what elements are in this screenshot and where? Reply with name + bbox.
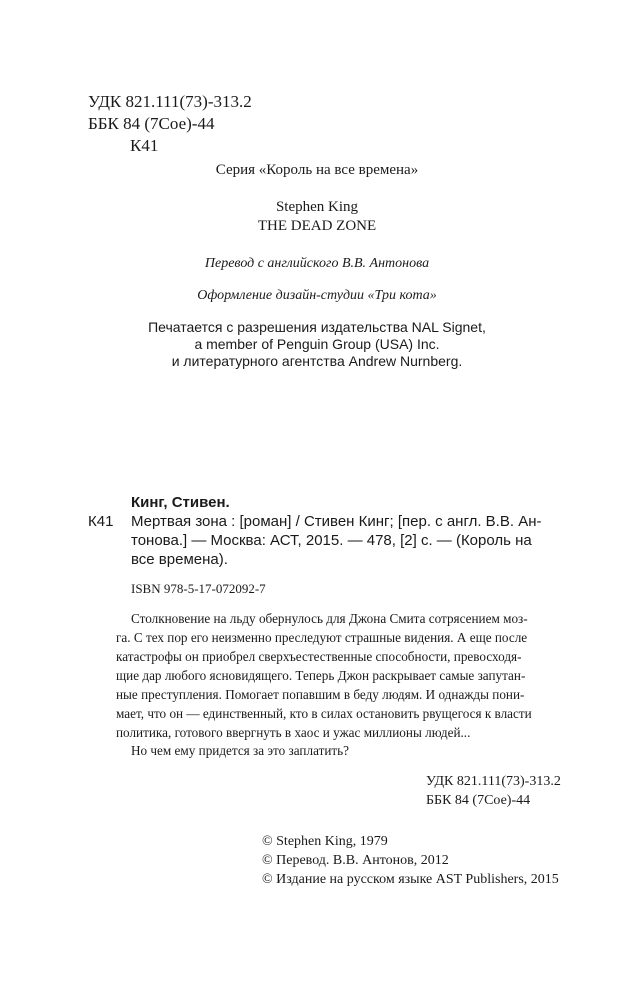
permission-line: Печатается с разрешения издательства NAL Signet, xyxy=(148,319,486,335)
bib-line: все времена). xyxy=(131,551,228,568)
copyright-line: © Stephen King, 1979 xyxy=(262,834,388,849)
udk-code-top: УДК 821.111(73)-313.2 xyxy=(88,92,252,111)
original-author: Stephen King xyxy=(275,199,359,215)
series-title: Серия «Король на все времена» xyxy=(215,162,419,178)
annotation-line: Но чем ему придется за это заплатить? xyxy=(131,743,350,758)
annotation-line: Столкновение на льду обернулось для Джона Смита сотрясением моз- xyxy=(131,611,528,626)
udk-code-bottom: УДК 821.111(73)-313.2 xyxy=(426,774,561,789)
annotation-line: катастрофы он приобрел сверхъестественные способности, превосходя- xyxy=(116,649,522,664)
bib-author-mark: К41 xyxy=(88,513,114,530)
permission-line: a member of Penguin Group (USA) Inc. xyxy=(194,336,440,352)
annotation-line: га. С тех пор его неизменно преследуют страшные видения. А еще после xyxy=(116,630,528,645)
design-credit: Оформление дизайн-студии «Три кота» xyxy=(197,288,437,303)
annotation-line: мает, что он — единственный, кто в силах остановить рвущегося к власти xyxy=(116,706,532,721)
author-mark-top: К41 xyxy=(130,136,159,155)
isbn: ISBN 978-5-17-072092-7 xyxy=(131,581,266,596)
bib-line: тонова.] — Москва: АСТ, 2015. — 478, [2] с. — (Король на xyxy=(131,532,532,549)
copyright-line: © Перевод. В.В. Антонов, 2012 xyxy=(262,853,449,868)
bbk-code-top: ББК 84 (7Сое)-44 xyxy=(88,114,215,133)
original-title: THE DEAD ZONE xyxy=(257,218,377,234)
bbk-code-bottom: ББК 84 (7Сое)-44 xyxy=(426,793,531,808)
annotation-line: политика, готового ввергнуть в хаос и ужас миллионы людей... xyxy=(116,725,471,740)
permission-line: и литературного агентства Andrew Nurnberg. xyxy=(171,353,463,369)
bib-heading: Кинг, Стивен. xyxy=(131,494,230,511)
annotation-line: ные преступления. Помогает попавшим в беду людям. И однажды пони- xyxy=(116,687,525,702)
translation-credit: Перевод с английского В.В. Антонова xyxy=(204,256,430,271)
bib-line: Мертвая зона : [роман] / Стивен Кинг; [пер. с англ. В.В. Ан- xyxy=(131,513,542,530)
annotation-line: щие дар любого ясновидящего. Теперь Джон раскрывает самые запутан- xyxy=(116,668,526,683)
copyright-line: © Издание на русском языке AST Publishers, 2015 xyxy=(262,872,559,887)
